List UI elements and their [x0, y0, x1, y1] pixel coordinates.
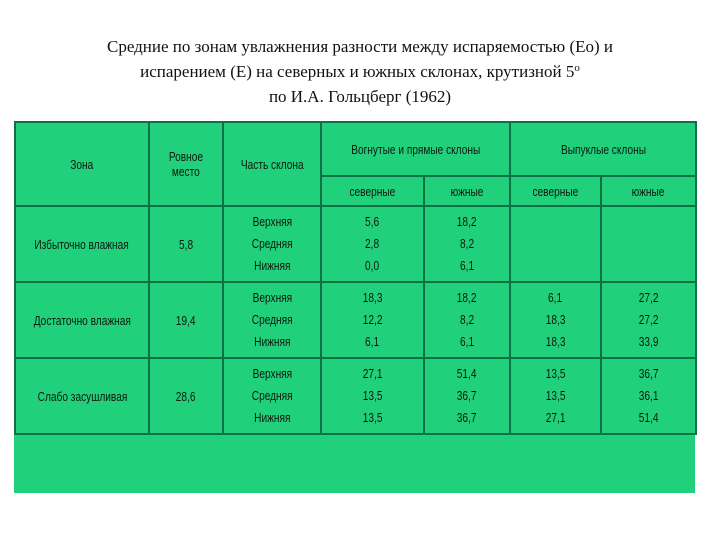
header-cv-north: северные: [510, 176, 601, 206]
header-row-1: [15, 122, 696, 176]
slide-title: [40, 34, 680, 109]
cv-north-cell: [510, 206, 601, 282]
parts-cell: Верхняя Средняя Нижняя: [223, 206, 321, 282]
degree-superscript: о: [574, 62, 580, 74]
flat-cell: 19,4: [149, 282, 223, 358]
header-concave-straight: Вогнутые и прямые склоны: [321, 122, 510, 176]
flat-cell: 28,6: [149, 358, 223, 434]
header-flat-line2: место: [172, 164, 200, 179]
title-line-2-text: испарением (Е) на северных и южных склонах, крутизной 5: [140, 62, 575, 81]
header-cs-north: северные: [321, 176, 424, 206]
header-flat-line1: Ровное: [168, 149, 204, 164]
header-slope-part: Часть склона: [223, 122, 321, 206]
title-line-2: [40, 59, 680, 84]
header-zone: Зона: [15, 122, 149, 206]
zone-cell: Слабо засушливая: [15, 358, 149, 434]
cs-south-cell: 18,2 8,2 6,1: [424, 206, 510, 282]
zone-cell: Достаточно влажная: [15, 282, 149, 358]
cv-south-cell: 36,7 36,1 51,4: [601, 358, 696, 434]
table-row: [15, 358, 696, 434]
data-table: [14, 121, 697, 435]
title-line-1: Средние по зонам увлажнения разности между испаряемостью (Ео) и: [106, 37, 613, 56]
table-panel: [14, 121, 695, 493]
cs-north-cell: 18,3 12,2 6,1: [321, 282, 424, 358]
title-line-3: по И.А. Гольцберг (1962): [268, 87, 452, 106]
cv-south-cell: [601, 206, 696, 282]
header-flat: [149, 122, 223, 206]
table-row: [15, 282, 696, 358]
header-cv-south: южные: [601, 176, 696, 206]
cs-north-cell: 5,6 2,8 0,0: [321, 206, 424, 282]
table-row: [15, 206, 696, 282]
cv-south-cell: 27,2 27,2 33,9: [601, 282, 696, 358]
header-convex: Выпуклые склоны: [510, 122, 696, 176]
cs-south-cell: 51,4 36,7 36,7: [424, 358, 510, 434]
flat-cell: 5,8: [149, 206, 223, 282]
parts-cell: Верхняя Средняя Нижняя: [223, 282, 321, 358]
cs-north-cell: 27,1 13,5 13,5: [321, 358, 424, 434]
cv-north-cell: 13,5 13,5 27,1: [510, 358, 601, 434]
cv-north-cell: 6,1 18,3 18,3: [510, 282, 601, 358]
cs-south-cell: 18,2 8,2 6,1: [424, 282, 510, 358]
parts-cell: Верхняя Средняя Нижняя: [223, 358, 321, 434]
zone-cell: Избыточно влажная: [15, 206, 149, 282]
header-cs-south: южные: [424, 176, 510, 206]
